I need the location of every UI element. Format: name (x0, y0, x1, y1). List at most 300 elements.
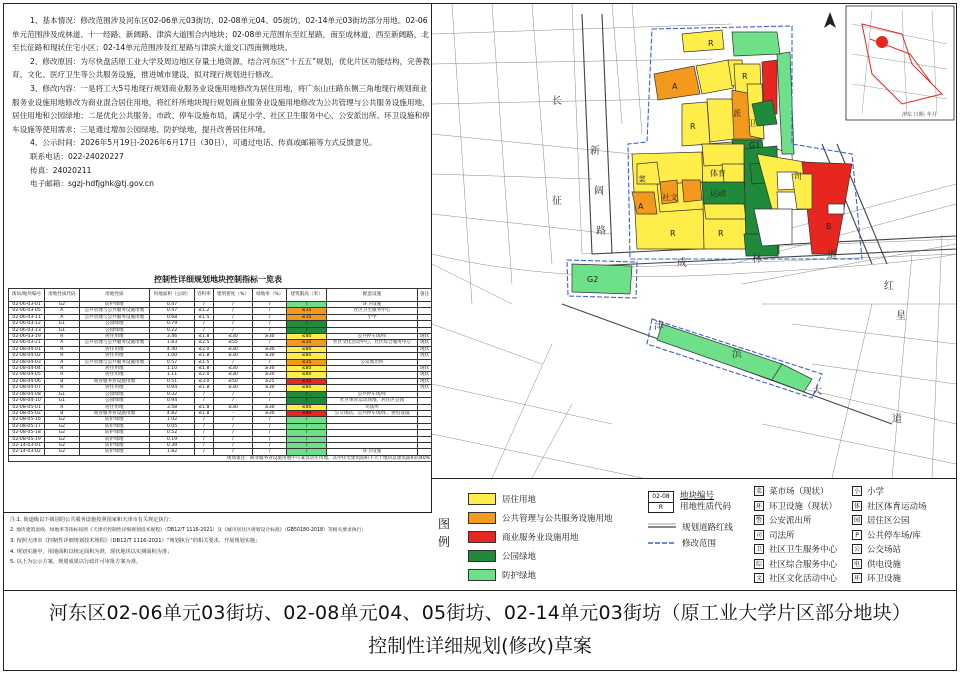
table-cell: R (45, 334, 79, 340)
table-cell: 公共管理与公共服务设施用地 (79, 308, 150, 314)
table-cell: ≤80 (287, 404, 327, 410)
table-cell: / (287, 449, 327, 455)
table-cell: 02-06-03-11 (9, 314, 45, 320)
table-cell: 现状 (418, 385, 432, 391)
table-cell: / (287, 398, 327, 404)
table-cell: 公安派出所 (326, 359, 417, 365)
table-cell: 02-06-03-05 (9, 308, 45, 314)
road-name: 成 (677, 258, 687, 269)
table-cell: 防护绿地 (79, 436, 150, 442)
table-cell: / (287, 417, 327, 423)
table-cell: 1.11 (150, 372, 195, 378)
table-cell: 02-08-05-02 (9, 410, 45, 416)
table-cell: 4.82 (150, 410, 195, 416)
table-cell: 02-08-04-05 (9, 372, 45, 378)
road-name: 路 (596, 226, 606, 237)
table-header-cell: 用地性质代码 (45, 289, 79, 302)
table-header-row (9, 289, 432, 302)
table-cell: 1.82 (150, 449, 195, 455)
table-cell: 社区文化活动中心，社区综合服务中心 (326, 340, 417, 346)
control-index-table (8, 288, 432, 462)
table-cell: 环卫设施 (326, 449, 417, 455)
table-cell: 0.94 (150, 398, 195, 404)
table-cell: 0.05 (150, 423, 195, 429)
table-cell: G2 (45, 423, 79, 429)
map-label: 卫 (748, 119, 756, 128)
footnote-3: 3. 按照天津市《控制性详细规划技术规程》（DB12/T 1116-2021）“规划执行”的相关要求，开展规划实施； (10, 538, 261, 544)
road-name: 大 (812, 386, 822, 397)
road-name: 阔 (594, 186, 604, 197)
facility-icon: 小 (853, 488, 860, 495)
table-cell: 0.19 (150, 436, 195, 442)
facility-icon: 综 (755, 560, 762, 568)
table-cell: / (213, 417, 252, 423)
table-cell: 居住用地 (79, 366, 150, 372)
facility-label: 环卫设施 (867, 574, 902, 584)
table-cell: / (213, 391, 252, 397)
table-cell: 3.46 (150, 334, 195, 340)
table-header-cell: 街坊/地块编号 (9, 289, 45, 302)
legend-public (468, 512, 613, 524)
facility-item (754, 485, 829, 497)
legend-side-label: 图例 (438, 517, 451, 549)
table-cell: 现状 (418, 372, 432, 378)
table-header-cell: 容积率 (194, 289, 213, 302)
table-cell: 02-06-03-19 (9, 334, 45, 340)
table-cell: 02-08-05-16 (9, 417, 45, 423)
facility-label: 社区文化活动中心 (769, 574, 838, 584)
table-cell: ≤1.5 (194, 314, 213, 320)
table-cell: ≥30 (253, 353, 287, 359)
facility-item (852, 514, 910, 526)
table-cell: / (194, 442, 213, 448)
table-cell: ≥30 (253, 385, 287, 391)
road-name: 津 (654, 321, 664, 332)
table-cell: / (287, 302, 327, 308)
facility-label: 社区综合服务中心 (769, 559, 838, 570)
table-cell: / (287, 442, 327, 448)
table-cell: 3.58 (150, 404, 195, 410)
table-cell: 02-06-03-01 (9, 302, 45, 308)
table-cell: R (45, 353, 79, 359)
table-cell: 02-08-04-10 (9, 398, 45, 404)
table-cell: / (213, 314, 252, 320)
table-cell: R (45, 346, 79, 352)
table-cell: 公共停车场/库 (326, 391, 417, 397)
table-cell: 社区卫生服务中心 (326, 308, 417, 314)
table-cell: / (194, 430, 213, 436)
table-cell: R (45, 366, 79, 372)
road-name: 道 (892, 414, 902, 425)
table-cell: R (45, 404, 79, 410)
table-cell: 0.51 (150, 378, 195, 384)
table-cell: ≤1.8 (194, 334, 213, 340)
table-cell: 公共停车场/库 (326, 334, 417, 340)
table-cell: / (253, 340, 287, 346)
table-cell: / (194, 423, 213, 429)
map-label: 菜 (638, 175, 646, 184)
facility-icon: 体 (853, 502, 860, 510)
residential-swatch (468, 493, 496, 505)
code-sub: 用地性质代码 (680, 502, 732, 512)
table-cell: 0.39 (150, 442, 195, 448)
facility-icon: 园 (853, 517, 860, 524)
table-cell: / (287, 423, 327, 429)
table-cell: / (213, 321, 252, 327)
table-cell: 0.68 (150, 314, 195, 320)
legend-buffer (468, 569, 536, 581)
legend (432, 478, 956, 590)
title-band (4, 590, 956, 670)
table-cell: 防护绿地 (79, 430, 150, 436)
legend-parcel-code (648, 491, 731, 513)
table-cell: 1.10 (150, 366, 195, 372)
table-cell: ≤80 (287, 353, 327, 359)
map-label: R (690, 122, 696, 131)
table-cell: / (194, 327, 213, 333)
table-cell: 居住用地 (79, 353, 150, 359)
left-panel (4, 4, 432, 512)
table-cell: 公共管理与公共服务设施用地 (79, 314, 150, 320)
legend-commercial (468, 531, 579, 543)
table-cell: ≥30 (253, 346, 287, 352)
table-cell: ≤35 (287, 359, 327, 365)
table-cell: ≤1.8 (194, 404, 213, 410)
facility-icon: 公 (853, 546, 860, 553)
table-cell: 商业服务业设施用地 (79, 410, 150, 416)
table-cell: A (45, 359, 79, 365)
table-cell: 公园绿地 (79, 391, 150, 397)
legend-redline (648, 521, 733, 533)
facility-label: 公共停车场/库 (867, 530, 921, 541)
legend-label: 公共管理与公共服务设施用地 (502, 514, 613, 524)
table-cell: ≤80 (287, 410, 327, 416)
footnote-5: 5. 以上为公示方案，规划成果以行政许可审批方案为准。 (10, 559, 142, 565)
note-reason: 2、修改原因：为尽快盘活原工业大学及周边地区存量土地资源，结合河东区“十五五”规划，优化片区功能结构，完善教育、文化、医疗卫生等公共服务设施，推进城市建设，拟对现行规划进行修改。 (12, 56, 430, 80)
facility-item (852, 485, 884, 497)
table-cell: / (287, 430, 327, 436)
legend-label: 修改范围 (682, 539, 717, 549)
table-cell: ≤80 (287, 385, 327, 391)
table-header-cell: 用地面积（公顷） (150, 289, 195, 302)
table-cell: 02-08-05-17 (9, 423, 45, 429)
table-row-note (9, 455, 432, 461)
table-cell: 0.32 (150, 391, 195, 397)
table-cell: / (213, 308, 252, 314)
table-cell: 02-06-03-21 (9, 340, 45, 346)
facility-item (754, 514, 812, 526)
table-header-cell: 备注 (418, 289, 432, 302)
legend-label: 防护绿地 (502, 571, 537, 581)
table-cell: ≤80 (287, 334, 327, 340)
table-cell: 公交场站，公共停车场/库，供电设施 (326, 410, 417, 416)
table-cell: ≤35 (287, 314, 327, 320)
table-cell: ≤80 (287, 366, 327, 372)
table-cell: G1 (45, 391, 79, 397)
table-cell: ≤50 (213, 378, 252, 384)
table-cell: G2 (45, 430, 79, 436)
table-cell: / (213, 436, 252, 442)
facility-label: 公交场站 (867, 545, 902, 555)
table-header-cell: 配套设施 (326, 289, 417, 302)
table-cell: / (253, 398, 287, 404)
table-cell: / (194, 417, 213, 423)
table-cell: 现状 (418, 353, 432, 359)
code-box-top: 02-08 (649, 492, 673, 503)
table-cell: / (213, 398, 252, 404)
table-cell: 社区体育运动场地，居住区公园 (326, 398, 417, 404)
table-cell: B (45, 410, 79, 416)
table-cell: ≤55 (213, 340, 252, 346)
table-cell: 1.02 (150, 417, 195, 423)
legend-range (648, 537, 716, 549)
table-merged-note: 规划备注：商业服务业设施用地中可兼容居住用地，其中住宅建筑面积不大于地块总建筑面积的40% (9, 455, 432, 461)
table-cell: ≥30 (253, 404, 287, 410)
footnote-2: 2. 地块建筑退线、绿地率等指标按照《天津市控制性详细规划技术规程》（DB12/T 1116-2021）及《城市居住区规划设计标准》（GB50180-2018）等相关要求执行； (10, 527, 367, 533)
table-cell: 02-08-05-18 (9, 430, 45, 436)
parcels (572, 30, 852, 392)
map-label: A (672, 82, 678, 91)
note-email: 电子邮箱：sgzj-hdfjghk@tj.gov.cn (30, 179, 154, 189)
legend-label: 商业服务业设施用地 (502, 533, 579, 543)
table-cell: 环卫设施 (326, 302, 417, 308)
table-cell: A (45, 340, 79, 346)
table-cell: ≤1.8 (194, 410, 213, 416)
note-phone: 联系电话：022-24020227 (30, 151, 124, 161)
facility-label: 司法所 (769, 530, 795, 541)
table-cell: 02-08-04-03 (9, 359, 45, 365)
table-cell: ≤30 (213, 346, 252, 352)
facility-label: 社区卫生服务中心 (769, 545, 838, 555)
facility-label: 居住区公园 (867, 516, 910, 526)
table-cell: / (287, 321, 327, 327)
table-cell: 小学 (326, 314, 417, 320)
footnote-1: 注:1. 街道级以下级别的公共服务设施按照国家和天津市有关规定执行； (10, 517, 174, 523)
table-cell: / (213, 423, 252, 429)
table-cell: ≤30 (213, 385, 252, 391)
table-cell: 防护绿地 (79, 423, 150, 429)
table-cell: 02-08-04-04 (9, 366, 45, 372)
table-header-cell: 建筑限高（米） (287, 289, 327, 302)
redline-icon (648, 522, 676, 532)
table-cell: 1.83 (150, 340, 195, 346)
table-cell: / (287, 436, 327, 442)
table-cell: ≤2.0 (194, 346, 213, 352)
table-cell: ≤1.8 (194, 366, 213, 372)
table-cell: ≤35 (287, 340, 327, 346)
table-cell: ≤30 (213, 366, 252, 372)
table-cell: / (213, 327, 252, 333)
table-cell: 1.00 (150, 353, 195, 359)
table-cell: 居住用地 (79, 346, 150, 352)
table-cell: - (213, 410, 252, 416)
legend-residential (468, 493, 536, 505)
table-cell: G2 (45, 449, 79, 455)
table-cell: ≥25 (253, 378, 287, 384)
table-cell: 司法所 (326, 404, 417, 410)
facility-item (754, 543, 837, 555)
map-label: R (742, 72, 748, 81)
table-cell: A (45, 308, 79, 314)
table-cell: ≥30 (253, 410, 287, 416)
table-title: 控制性详细规划地块控制指标一览表 (154, 275, 282, 284)
page-title-line1: 河东区02-06单元03街坊、02-08单元04、05街坊、02-14单元03街坊（原工业大学片区部分地块） (48, 602, 912, 624)
facility-icon: 警 (755, 517, 762, 524)
north-arrow-icon (824, 12, 836, 28)
road-name: 滨 (732, 349, 742, 360)
table-cell: / (253, 314, 287, 320)
inset-map (846, 6, 954, 120)
table-cell: / (253, 423, 287, 429)
map-label: R (718, 229, 724, 238)
table-cell: R (45, 385, 79, 391)
code-title: 地块编号 (680, 491, 715, 501)
road-name: 长 (552, 96, 562, 107)
table-cell: / (194, 449, 213, 455)
table-cell: ≤30 (213, 372, 252, 378)
table-cell: ≤1.8 (194, 353, 213, 359)
table-cell: ≤2.0 (194, 372, 213, 378)
page-title-line2: 控制性详细规划(修改)草案 (368, 635, 592, 657)
table-cell: / (194, 398, 213, 404)
map-label: R (708, 39, 714, 48)
facility-item (852, 572, 901, 584)
table-cell: / (253, 417, 287, 423)
table-cell: 防护绿地 (79, 417, 150, 423)
table-cell: 02-14-03-02 (9, 449, 45, 455)
facility-item (852, 529, 921, 541)
footnote-4: 4. 规划实施中，用地面积以核定面积为准，现状地块以实测面积为准； (10, 548, 173, 555)
map-label: R (670, 229, 676, 238)
road-name: 红 (884, 281, 894, 292)
table-cell: 0.52 (150, 430, 195, 436)
table-cell: ≤1.5 (194, 359, 213, 365)
table-cell: ≥30 (253, 372, 287, 378)
table-header-cell: 建筑密度（%） (213, 289, 252, 302)
table-cell: R (45, 372, 79, 378)
table-cell: 防护绿地 (79, 302, 150, 308)
table-cell: 0.47 (150, 308, 195, 314)
table-cell: ≤30 (213, 334, 252, 340)
park-swatch (468, 550, 496, 562)
table-cell: / (253, 327, 287, 333)
table-cell: G2 (45, 436, 79, 442)
facility-item (754, 529, 795, 541)
table-cell: 02-08-04-01 (9, 346, 45, 352)
plan-map-svg (432, 4, 956, 478)
table-cell: ≤30 (213, 404, 252, 410)
table-cell: 02-08-04-06 (9, 378, 45, 384)
facility-label: 小学 (867, 487, 885, 497)
table-cell: B (45, 378, 79, 384)
table-cell: 0.94 (150, 385, 195, 391)
legend-label: 规划道路红线 (682, 523, 734, 533)
table-cell: 4.40 (150, 346, 195, 352)
table-cell: 公园绿地 (79, 327, 150, 333)
table-cell: G1 (45, 327, 79, 333)
table-cell: 公共管理与公共服务设施用地 (79, 359, 150, 365)
table-cell: 02-08-04-08 (9, 391, 45, 397)
table-cell: 02-08-04-02 (9, 353, 45, 359)
facility-item (754, 558, 837, 570)
table-cell: 02-08-05-01 (9, 404, 45, 410)
table-cell: G1 (45, 398, 79, 404)
facility-icon: 文 (755, 575, 762, 582)
table-cell: ≤30 (213, 353, 252, 359)
table-cell: 02-08-04-07 (9, 385, 45, 391)
table-cell: 0.57 (150, 359, 195, 365)
road-name: 征 (552, 196, 562, 207)
table-cell: / (253, 308, 287, 314)
public-swatch (468, 512, 496, 524)
table-cell: 公园绿地 (79, 321, 150, 327)
table-cell: G2 (45, 302, 79, 308)
table-cell: ≤50 (287, 378, 327, 384)
road-name: 道 (827, 250, 837, 261)
table-cell: G2 (45, 442, 79, 448)
facility-item (852, 500, 927, 512)
table-cell: 0.47 (150, 302, 195, 308)
legend-label: 公园绿地 (502, 552, 537, 562)
legend-label: 居住用地 (502, 495, 537, 505)
code-box-bottom: R (658, 504, 664, 511)
table-cell: / (253, 449, 287, 455)
table-cell: / (213, 442, 252, 448)
table-cell: 商业服务业设施用地 (79, 378, 150, 384)
table-cell: / (253, 391, 287, 397)
range-line-icon (648, 538, 676, 548)
road-name: 林 (752, 254, 762, 265)
facility-icon: 电 (853, 560, 860, 568)
facility-item (852, 558, 901, 570)
table-cell: 居住用地 (79, 404, 150, 410)
table-cell: ≤2.5 (194, 340, 213, 346)
table-cell: / (194, 436, 213, 442)
table-cell: 防护绿地 (79, 449, 150, 455)
table-cell: / (213, 302, 252, 308)
map-label: G1 (749, 141, 761, 150)
table-cell: / (287, 327, 327, 333)
buffer-swatch (468, 569, 496, 581)
table-cell: ≤35 (287, 308, 327, 314)
table-cell: 02-08-05-19 (9, 436, 45, 442)
facility-icon: P (852, 530, 862, 540)
facility-icon: 环 (853, 575, 860, 582)
table-cell: 现状 (418, 366, 432, 372)
table-cell: / (253, 436, 287, 442)
note-period: 4、公示时间：2026年5月19日-2026年6月17日（30日），可通过电话、传真或邮箱等方式反馈意见。 (30, 138, 377, 148)
table-cell: / (253, 430, 287, 436)
note-fax: 传真：24020211 (30, 165, 92, 175)
facility-label: 供电设施 (867, 559, 902, 570)
table-cell: 02-14-03-01 (9, 442, 45, 448)
facility-item (754, 572, 837, 584)
table-cell: / (213, 430, 252, 436)
table-cell: 现状 (418, 378, 432, 384)
table-cell: 现状 (418, 334, 432, 340)
table-cell: ≤1.8 (194, 385, 213, 391)
table-cell: / (253, 359, 287, 365)
facility-label: 公安派出所 (769, 516, 812, 526)
table-cell: / (213, 449, 252, 455)
table-cell: 现状 (418, 346, 432, 352)
table-cell: 居住用地 (79, 334, 150, 340)
table-cell: / (194, 321, 213, 327)
table-cell: 公园绿地 (79, 398, 150, 404)
legend-park (468, 550, 536, 562)
table-cell: / (194, 391, 213, 397)
facility-item (852, 543, 901, 555)
